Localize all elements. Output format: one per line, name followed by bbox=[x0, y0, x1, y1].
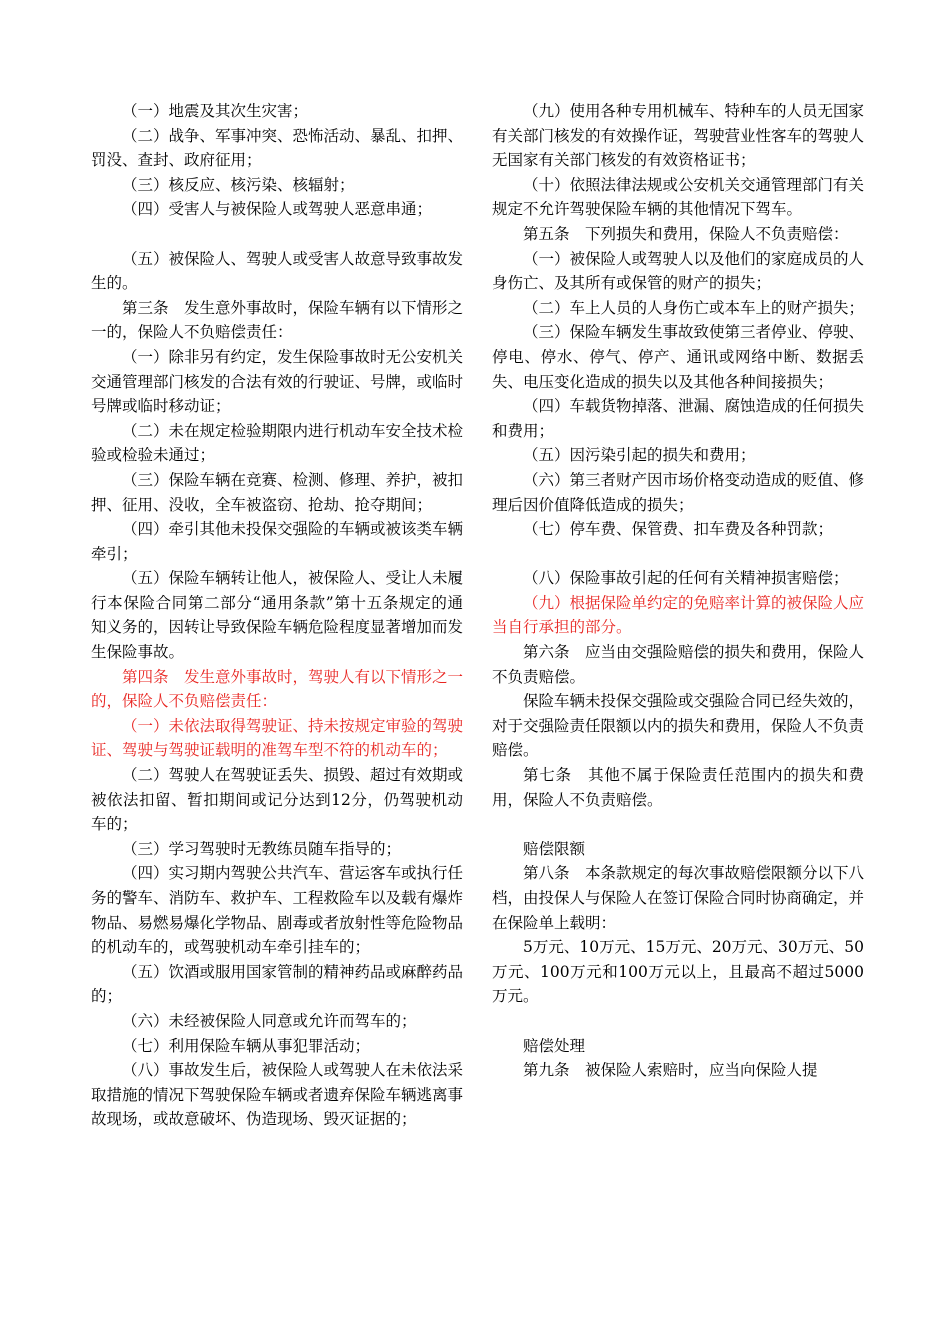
clause-paragraph: （五）被保险人、驾驶人或受害人故意导致事故发生的。 bbox=[91, 249, 464, 293]
clause-paragraph: （五）因污染引起的损失和费用； bbox=[523, 446, 756, 465]
clause-paragraph: （三）保险车辆在竞赛、检测、修理、养护，被扣押、征用、没收，全车被盗窃、抢劫、抢夺期间； bbox=[91, 470, 464, 514]
clause-paragraph: 第六条 应当由交强险赔偿的损失和费用，保险人不负责赔偿。 bbox=[492, 643, 865, 686]
clause-paragraph: （七）停车费、保管费、扣车费及各种罚款； bbox=[523, 520, 834, 539]
blank-line bbox=[91, 222, 463, 247]
clause-paragraph: （十）依照法律法规或公安机关交通管理部门有关规定不允许驾驶保险车辆的其他情况下驾车。 bbox=[492, 175, 865, 219]
clause-paragraph: （二）战争、军事冲突、恐怖活动、暴乱、扣押、罚没、查封、政府征用； bbox=[91, 126, 464, 170]
clause-paragraph: （三）保险车辆发生事故致使第三者停业、停驶、停电、停水、停气、停产、通讯或网络中断、数据丢失、电压变化造成的损失以及其他各种间接损失； bbox=[492, 323, 865, 391]
clause-paragraph: （三）学习驾驶时无教练员随车指导的； bbox=[122, 839, 402, 858]
clause-paragraph: （二）驾驶人在驾驶证丢失、损毁、超过有效期或被依法扣留、暂扣期间或记分达到12分，仍驾驶机动车的； bbox=[91, 766, 464, 834]
clause-paragraph: （一）地震及其次生灾害； bbox=[122, 102, 309, 120]
clause-paragraph: （六）未经被保险人同意或允许而驾车的； bbox=[122, 1011, 417, 1030]
clause-paragraph: 赔偿限额 bbox=[523, 839, 586, 858]
clause-paragraph: （二）未在规定检验期限内进行机动车安全技术检验或检验未通过； bbox=[91, 421, 464, 465]
clause-paragraph: （九）根据保险单约定的免赔率计算的被保险人应当自行承担的部分。 bbox=[492, 593, 865, 637]
clause-paragraph: 第三条 发生意外事故时，保险车辆有以下情形之一的，保险人不负赔偿责任： bbox=[91, 298, 464, 342]
clause-paragraph: 赔偿处理 bbox=[523, 1036, 586, 1055]
clause-paragraph: 第四条 发生意外事故时，驾驶人有以下情形之一的，保险人不负赔偿责任： bbox=[91, 667, 464, 711]
clause-paragraph: （七）利用保险车辆从事犯罪活动； bbox=[122, 1036, 371, 1055]
clause-paragraph: （九）使用各种专用机械车、特种车的人员无国家有关部门核发的有效操作证，驾驶营业性客车的驾驶人无国家有关部门核发的有效资格证书； bbox=[492, 102, 865, 170]
right-column bbox=[492, 99, 864, 1083]
clause-paragraph: （四）实习期内驾驶公共汽车、营运客车或执行任务的警车、消防车、救护车、工程救险车以及载有爆炸物品、易燃易爆化学物品、剧毒或者放射性等危险物品的机动车的，或驾驶机动车牵引挂车的； bbox=[91, 864, 464, 957]
clause-paragraph: （四）受害人与被保险人或驾驶人恶意串通； bbox=[122, 200, 433, 219]
clause-paragraph: （四）牵引其他未投保交强险的车辆或被该类车辆牵引； bbox=[91, 520, 464, 563]
blank-line bbox=[492, 812, 864, 837]
clause-paragraph: （六）第三者财产因市场价格变动造成的贬值、修理后因价值降低造成的损失； bbox=[492, 470, 865, 514]
clause-paragraph: （八）事故发生后，被保险人或驾驶人在未依法采取措施的情况下驾驶保险车辆或者遗弃保险车辆逃离事故现场，或故意破坏、伪造现场、毁灭证据的； bbox=[91, 1061, 464, 1129]
clause-paragraph: 5万元、10万元、15万元、20万元、30万元、50万元、100万元和100万元以上，且最高不超过5000万元。 bbox=[492, 938, 864, 1006]
blank-line bbox=[492, 542, 864, 567]
clause-paragraph: 第八条 本条款规定的每次事故赔偿限额分以下八档，由投保人与保险人在签订保险合同时协商确定，并在保险单上载明： bbox=[492, 864, 865, 932]
clause-paragraph: （二）车上人员的人身伤亡或本车上的财产损失； bbox=[523, 298, 865, 317]
clause-paragraph: （四）车载货物掉落、泄漏、腐蚀造成的任何损失和费用； bbox=[492, 397, 865, 440]
clause-paragraph: 第七条 其他不属于保险责任范围内的损失和费用，保险人不负责赔偿。 bbox=[492, 766, 864, 809]
clause-paragraph: 保险车辆未投保交强险或交强险合同已经失效的，对于交强险责任限额以内的损失和费用，保险人不负责赔偿。 bbox=[492, 692, 865, 760]
clause-paragraph: （三）核反应、核污染、核辐射； bbox=[122, 175, 355, 194]
clause-paragraph: （一）未依法取得驾驶证、持未按规定审验的驾驶证、驾驶与驾驶证载明的准驾车型不符的机动车的； bbox=[91, 716, 464, 760]
blank-line bbox=[492, 1009, 864, 1034]
clause-paragraph: （八）保险事故引起的任何有关精神损害赔偿； bbox=[523, 569, 849, 588]
left-column bbox=[91, 99, 463, 1132]
clause-paragraph: 第五条 下列损失和费用，保险人不负责赔偿： bbox=[523, 224, 849, 243]
clause-paragraph: （一）除非另有约定，发生保险事故时无公安机关交通管理部门核发的合法有效的行驶证、号牌，或临时号牌或临时移动证； bbox=[91, 347, 464, 416]
clause-paragraph: 第九条 被保险人索赔时，应当向保险人提 bbox=[523, 1061, 818, 1080]
clause-paragraph: （一）被保险人或驾驶人以及他们的家庭成员的人身伤亡、及其所有或保管的财产的损失； bbox=[492, 249, 865, 293]
clause-paragraph: （五）饮酒或服用国家管制的精神药品或麻醉药品的； bbox=[91, 962, 464, 1006]
clause-paragraph: （五）保险车辆转让他人，被保险人、受让人未履行本保险合同第二部分“通用条款”第十五条规定的通知义务的，因转让导致保险车辆危险程度显著增加而发生保险事故。 bbox=[91, 569, 464, 662]
